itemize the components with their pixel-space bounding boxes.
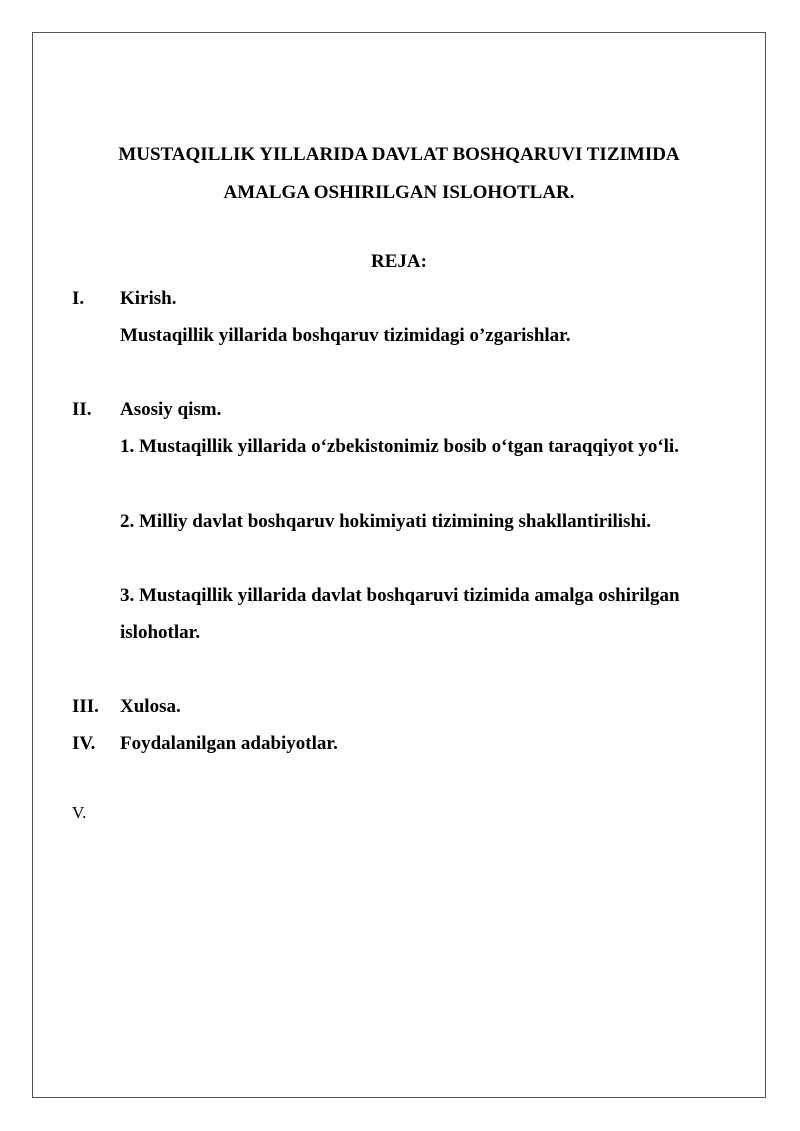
section-3-numeral: III. [72,696,99,717]
section-1-numeral: I. [72,288,85,309]
section-4-numeral: IV. [72,733,96,754]
section-2-item-3-cont: islohotlar. [120,622,201,643]
section-1-line-1: Mustaqillik yillarida boshqaruv tizimidagi o’zgarishlar. [120,325,571,346]
document-title-line-1: MUSTAQILLIK YILLARIDA DAVLAT BOSHQARUVI TIZIMIDA [118,144,680,165]
section-2-item-1: 1. Mustaqillik yillarida o‘zbekistonimiz bosib o‘tgan taraqqiyot yo‘li. [120,436,679,457]
section-2-item-3: 3. Mustaqillik yillarida davlat boshqaruvi tizimida amalga oshirilgan [120,585,680,606]
section-2-numeral: II. [72,399,92,420]
section-2-item-2: 2. Milliy davlat boshqaruv hokimiyati tizimining shakllantirilishi. [120,511,652,532]
section-1-heading: Kirish. [120,288,177,309]
document-title-line-2: AMALGA OSHIRILGAN ISLOHOTLAR. [223,182,575,203]
section-2-heading: Asosiy qism. [120,399,222,420]
section-4-heading: Foydalanilgan adabiyotlar. [120,733,338,754]
section-5-numeral: V. [72,803,87,822]
plan-heading: REJA: [371,251,427,272]
section-3-heading: Xulosa. [120,696,181,717]
